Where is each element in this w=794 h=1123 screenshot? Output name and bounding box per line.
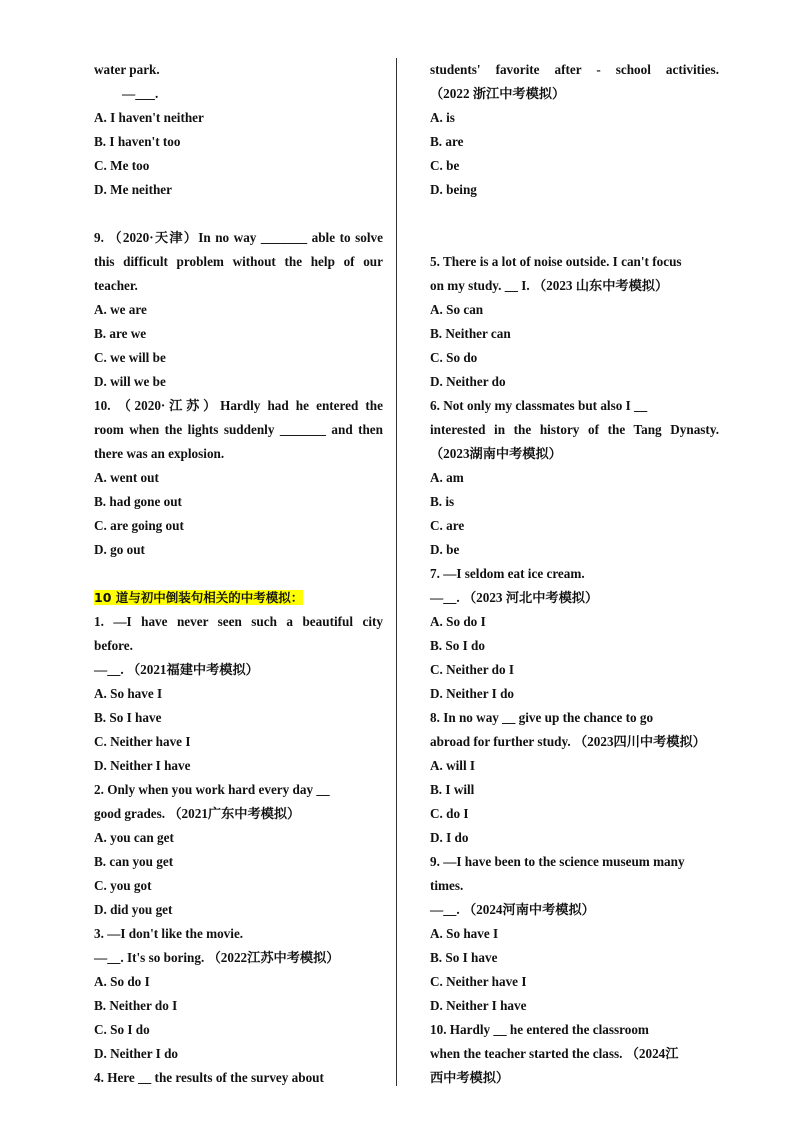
option-b: B. So I have: [94, 710, 162, 725]
question-9-line: teacher.: [94, 278, 138, 293]
option-a: A. will I: [430, 758, 476, 773]
option-c: C. are going out: [94, 518, 184, 533]
question-10-line: room when the lights suddenly _______ and then: [94, 422, 383, 437]
option-a: A. So do I: [94, 974, 150, 989]
option-c: C. Me too: [94, 158, 150, 173]
spacer: [430, 226, 719, 250]
question-9-line: 9. —I have been to the science museum many: [430, 854, 685, 869]
option-b: B. I will: [430, 782, 475, 797]
option-d: D. Neither I have: [430, 998, 527, 1013]
question-10-line: there was an explosion.: [94, 446, 225, 461]
option-d: D. Neither I do: [430, 686, 515, 701]
option-a: A. So can: [430, 302, 484, 317]
option-c: C. So I do: [94, 1022, 150, 1037]
option-b: B. Neither do I: [94, 998, 178, 1013]
question-9-line: this difficult problem without the help of our: [94, 254, 383, 269]
question-5-line: on my study. __ I. （2023 山东中考模拟）: [430, 278, 669, 293]
option-d: D. Neither I have: [94, 758, 191, 773]
question-6-line: （2023湖南中考模拟）: [430, 446, 562, 461]
option-a: A. you can get: [94, 830, 174, 845]
option-c: C. Neither do I: [430, 662, 515, 677]
question-5-line: 5. There is a lot of noise outside. I can't focus: [430, 254, 682, 269]
option-c: C. we will be: [94, 350, 166, 365]
right-column: [430, 58, 719, 1090]
option-b: B. can you get: [94, 854, 174, 869]
option-d: D. go out: [94, 542, 145, 557]
option-c: C. you got: [94, 878, 152, 893]
left-column: [94, 58, 383, 1090]
option-b: B. So I do: [430, 638, 485, 653]
option-a: A. went out: [94, 470, 159, 485]
option-d: D. Neither I do: [94, 1046, 179, 1061]
option-b: B. So I have: [430, 950, 498, 965]
option-b: B. had gone out: [94, 494, 182, 509]
question-1-line: 1. —I have never seen such a beautiful city: [94, 614, 383, 629]
option-a: A. we are: [94, 302, 147, 317]
question-9-line: 9. （2020·天津）In no way _______ able to solve: [94, 230, 383, 245]
option-a: A. I haven't neither: [94, 110, 204, 125]
spacer: [94, 202, 383, 226]
question-10-line: 西中考模拟）: [430, 1070, 510, 1085]
option-a: A. am: [430, 470, 464, 485]
option-d: D. Me neither: [94, 182, 172, 197]
option-d: D. will we be: [94, 374, 166, 389]
option-a: A. So have I: [94, 686, 163, 701]
option-b: B. are: [430, 134, 464, 149]
question-text: water park.: [94, 62, 160, 77]
option-b: B. I haven't too: [94, 134, 181, 149]
question-7-line: —__. （2023 河北中考模拟）: [430, 590, 599, 605]
question-6-line: interested in the history of the Tang Dynasty.: [430, 422, 719, 437]
option-c: C. be: [430, 158, 460, 173]
option-d: D. Neither do: [430, 374, 506, 389]
option-c: C. do I: [430, 806, 469, 821]
question-8-line: abroad for further study. （2023四川中考模拟）: [430, 734, 706, 749]
option-c: C. So do: [430, 350, 478, 365]
question-9-line: times.: [430, 878, 464, 893]
option-b: B. are we: [94, 326, 147, 341]
spacer: [94, 562, 383, 586]
question-4-line: 4. Here __ the results of the survey about: [94, 1070, 324, 1085]
question-10-line: when the teacher started the class. （2024江: [430, 1046, 679, 1061]
question-2-line: good grades. （2021广东中考模拟）: [94, 806, 301, 821]
question-1-line: —__. （2021福建中考模拟）: [94, 662, 259, 677]
option-d: D. I do: [430, 830, 469, 845]
option-c: C. Neither have I: [94, 734, 191, 749]
option-d: D. be: [430, 542, 460, 557]
question-4-line: （2022 浙江中考模拟）: [430, 86, 566, 101]
option-c: C. are: [430, 518, 465, 533]
option-a: A. So have I: [430, 926, 499, 941]
question-10-line: 10. Hardly __ he entered the classroom: [430, 1022, 649, 1037]
reply-line: —___.: [122, 86, 159, 101]
question-8-line: 8. In no way __ give up the chance to go: [430, 710, 654, 725]
option-d: D. being: [430, 182, 477, 197]
question-10-line: 10. （2020·江苏）Hardly had he entered the: [94, 398, 383, 413]
option-b: B. is: [430, 494, 455, 509]
option-c: C. Neither have I: [430, 974, 527, 989]
question-3-line: —__. It's so boring. （2022江苏中考模拟）: [94, 950, 340, 965]
question-3-line: 3. —I don't like the movie.: [94, 926, 244, 941]
option-a: A. is: [430, 110, 455, 125]
question-4-line: students' favorite after - school activities.: [430, 62, 719, 77]
question-1-line: before.: [94, 638, 133, 653]
column-divider: [396, 58, 397, 1086]
option-a: A. So do I: [430, 614, 486, 629]
section-title: [94, 586, 383, 610]
question-9-line: —__. （2024河南中考模拟）: [430, 902, 595, 917]
section-title-highlight: 10 道与初中倒装句相关的中考模拟：: [94, 590, 304, 605]
question-2-line: 2. Only when you work hard every day __: [94, 782, 330, 797]
question-7-line: 7. —I seldom eat ice cream.: [430, 566, 585, 581]
question-6-line: 6. Not only my classmates but also I __: [430, 398, 648, 413]
option-b: B. Neither can: [430, 326, 511, 341]
spacer: [430, 202, 719, 226]
option-d: D. did you get: [94, 902, 173, 917]
